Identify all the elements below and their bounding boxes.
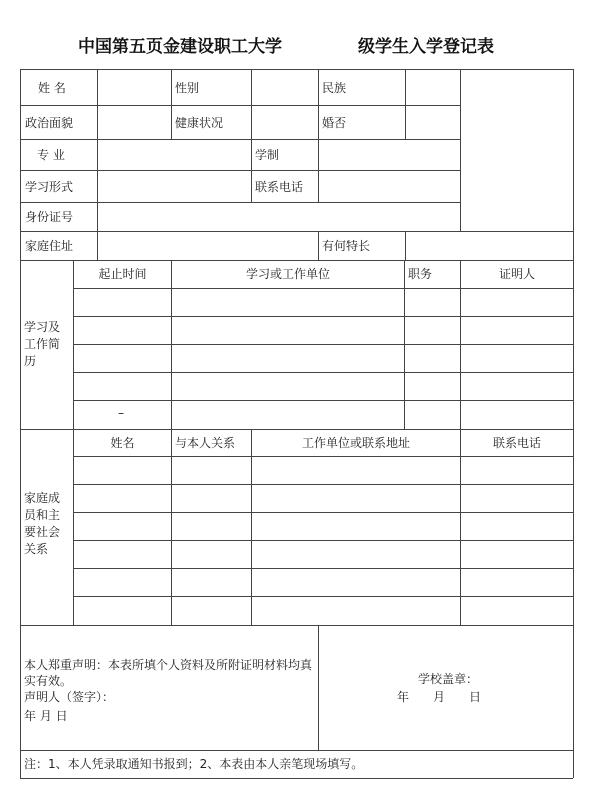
name-label: 姓 名 — [38, 81, 66, 95]
rule — [20, 625, 573, 626]
family-col-relation: 与本人关系 — [175, 436, 236, 450]
marital-label: 婚否 — [322, 116, 347, 130]
rule — [73, 400, 573, 401]
rule — [73, 568, 573, 569]
history-col-position: 职务 — [408, 267, 433, 281]
declaration-signer: 声明人（签字）： — [24, 690, 115, 704]
rule — [20, 260, 573, 261]
ethnicity-field[interactable] — [406, 70, 459, 104]
rule — [460, 429, 461, 625]
rule — [171, 429, 172, 625]
duration-field[interactable] — [319, 140, 459, 169]
history-col-period: 起止时间 — [98, 267, 147, 281]
school-seal-date: 年 月 日 — [397, 690, 482, 704]
rule — [73, 288, 573, 289]
major-field[interactable] — [98, 140, 250, 169]
history-section-label: 学习及工作简历 — [24, 320, 61, 368]
health-field[interactable] — [252, 106, 317, 138]
family-section-label: 家庭成员和主要社会关系 — [24, 491, 61, 556]
rule — [73, 316, 573, 317]
rule — [73, 456, 573, 457]
name-field[interactable] — [98, 70, 170, 104]
history-dash: – — [118, 406, 124, 420]
rule — [20, 778, 573, 779]
rule — [20, 750, 573, 751]
form-name: 级学生入学登记表 — [358, 37, 494, 57]
gender-label: 性别 — [175, 81, 200, 95]
family-col-address: 工作单位或联系地址 — [301, 436, 410, 450]
declaration-date: 年 月 日 — [24, 709, 68, 723]
ethnicity-label: 民族 — [322, 81, 347, 95]
declaration-text: 本人郑重声明：本表所填个人资料及所附证明材料均真实有效。 — [24, 658, 313, 688]
history-col-witness: 证明人 — [498, 267, 535, 281]
rule — [573, 69, 574, 778]
rule — [251, 429, 252, 625]
political-status-label: 政治面貌 — [25, 116, 74, 130]
health-label: 健康状况 — [175, 116, 224, 130]
political-status-field[interactable] — [98, 106, 170, 138]
id-number-field[interactable] — [98, 203, 459, 230]
footnote: 注：1、本人凭录取通知书报到；2、本表由本人亲笔现场填写。 — [24, 757, 364, 771]
marital-field[interactable] — [406, 106, 459, 138]
rule — [318, 625, 319, 750]
specialty-label: 有何特长 — [322, 239, 371, 253]
rule — [73, 512, 573, 513]
duration-label: 学制 — [255, 148, 280, 162]
photo-box[interactable] — [461, 70, 572, 230]
signature-field[interactable] — [130, 688, 310, 706]
study-mode-field[interactable] — [98, 171, 250, 201]
rule — [318, 231, 319, 260]
family-col-name: 姓名 — [110, 436, 135, 450]
rule — [460, 260, 461, 429]
rule — [171, 260, 172, 429]
phone-label: 联系电话 — [255, 180, 304, 194]
address-label: 家庭住址 — [25, 239, 74, 253]
rule — [20, 429, 573, 430]
rule — [404, 260, 405, 429]
rule — [171, 69, 172, 139]
gender-field[interactable] — [252, 70, 317, 104]
family-col-phone: 联系电话 — [492, 436, 541, 450]
rule — [73, 344, 573, 345]
rule — [73, 484, 573, 485]
rule — [20, 105, 460, 106]
study-mode-label: 学习形式 — [25, 180, 74, 194]
school-name: 中国第五页金建设职工大学 — [78, 37, 282, 57]
school-seal-label: 学校盖章： — [418, 672, 479, 686]
rule — [20, 69, 21, 778]
major-label: 专 业 — [37, 148, 65, 162]
history-col-unit: 学习或工作单位 — [245, 267, 330, 281]
rule — [73, 596, 573, 597]
address-field[interactable] — [98, 232, 317, 259]
rule — [73, 372, 573, 373]
phone-field[interactable] — [319, 171, 459, 201]
specialty-field[interactable] — [406, 232, 572, 259]
id-number-label: 身份证号 — [25, 210, 74, 224]
rule — [73, 540, 573, 541]
